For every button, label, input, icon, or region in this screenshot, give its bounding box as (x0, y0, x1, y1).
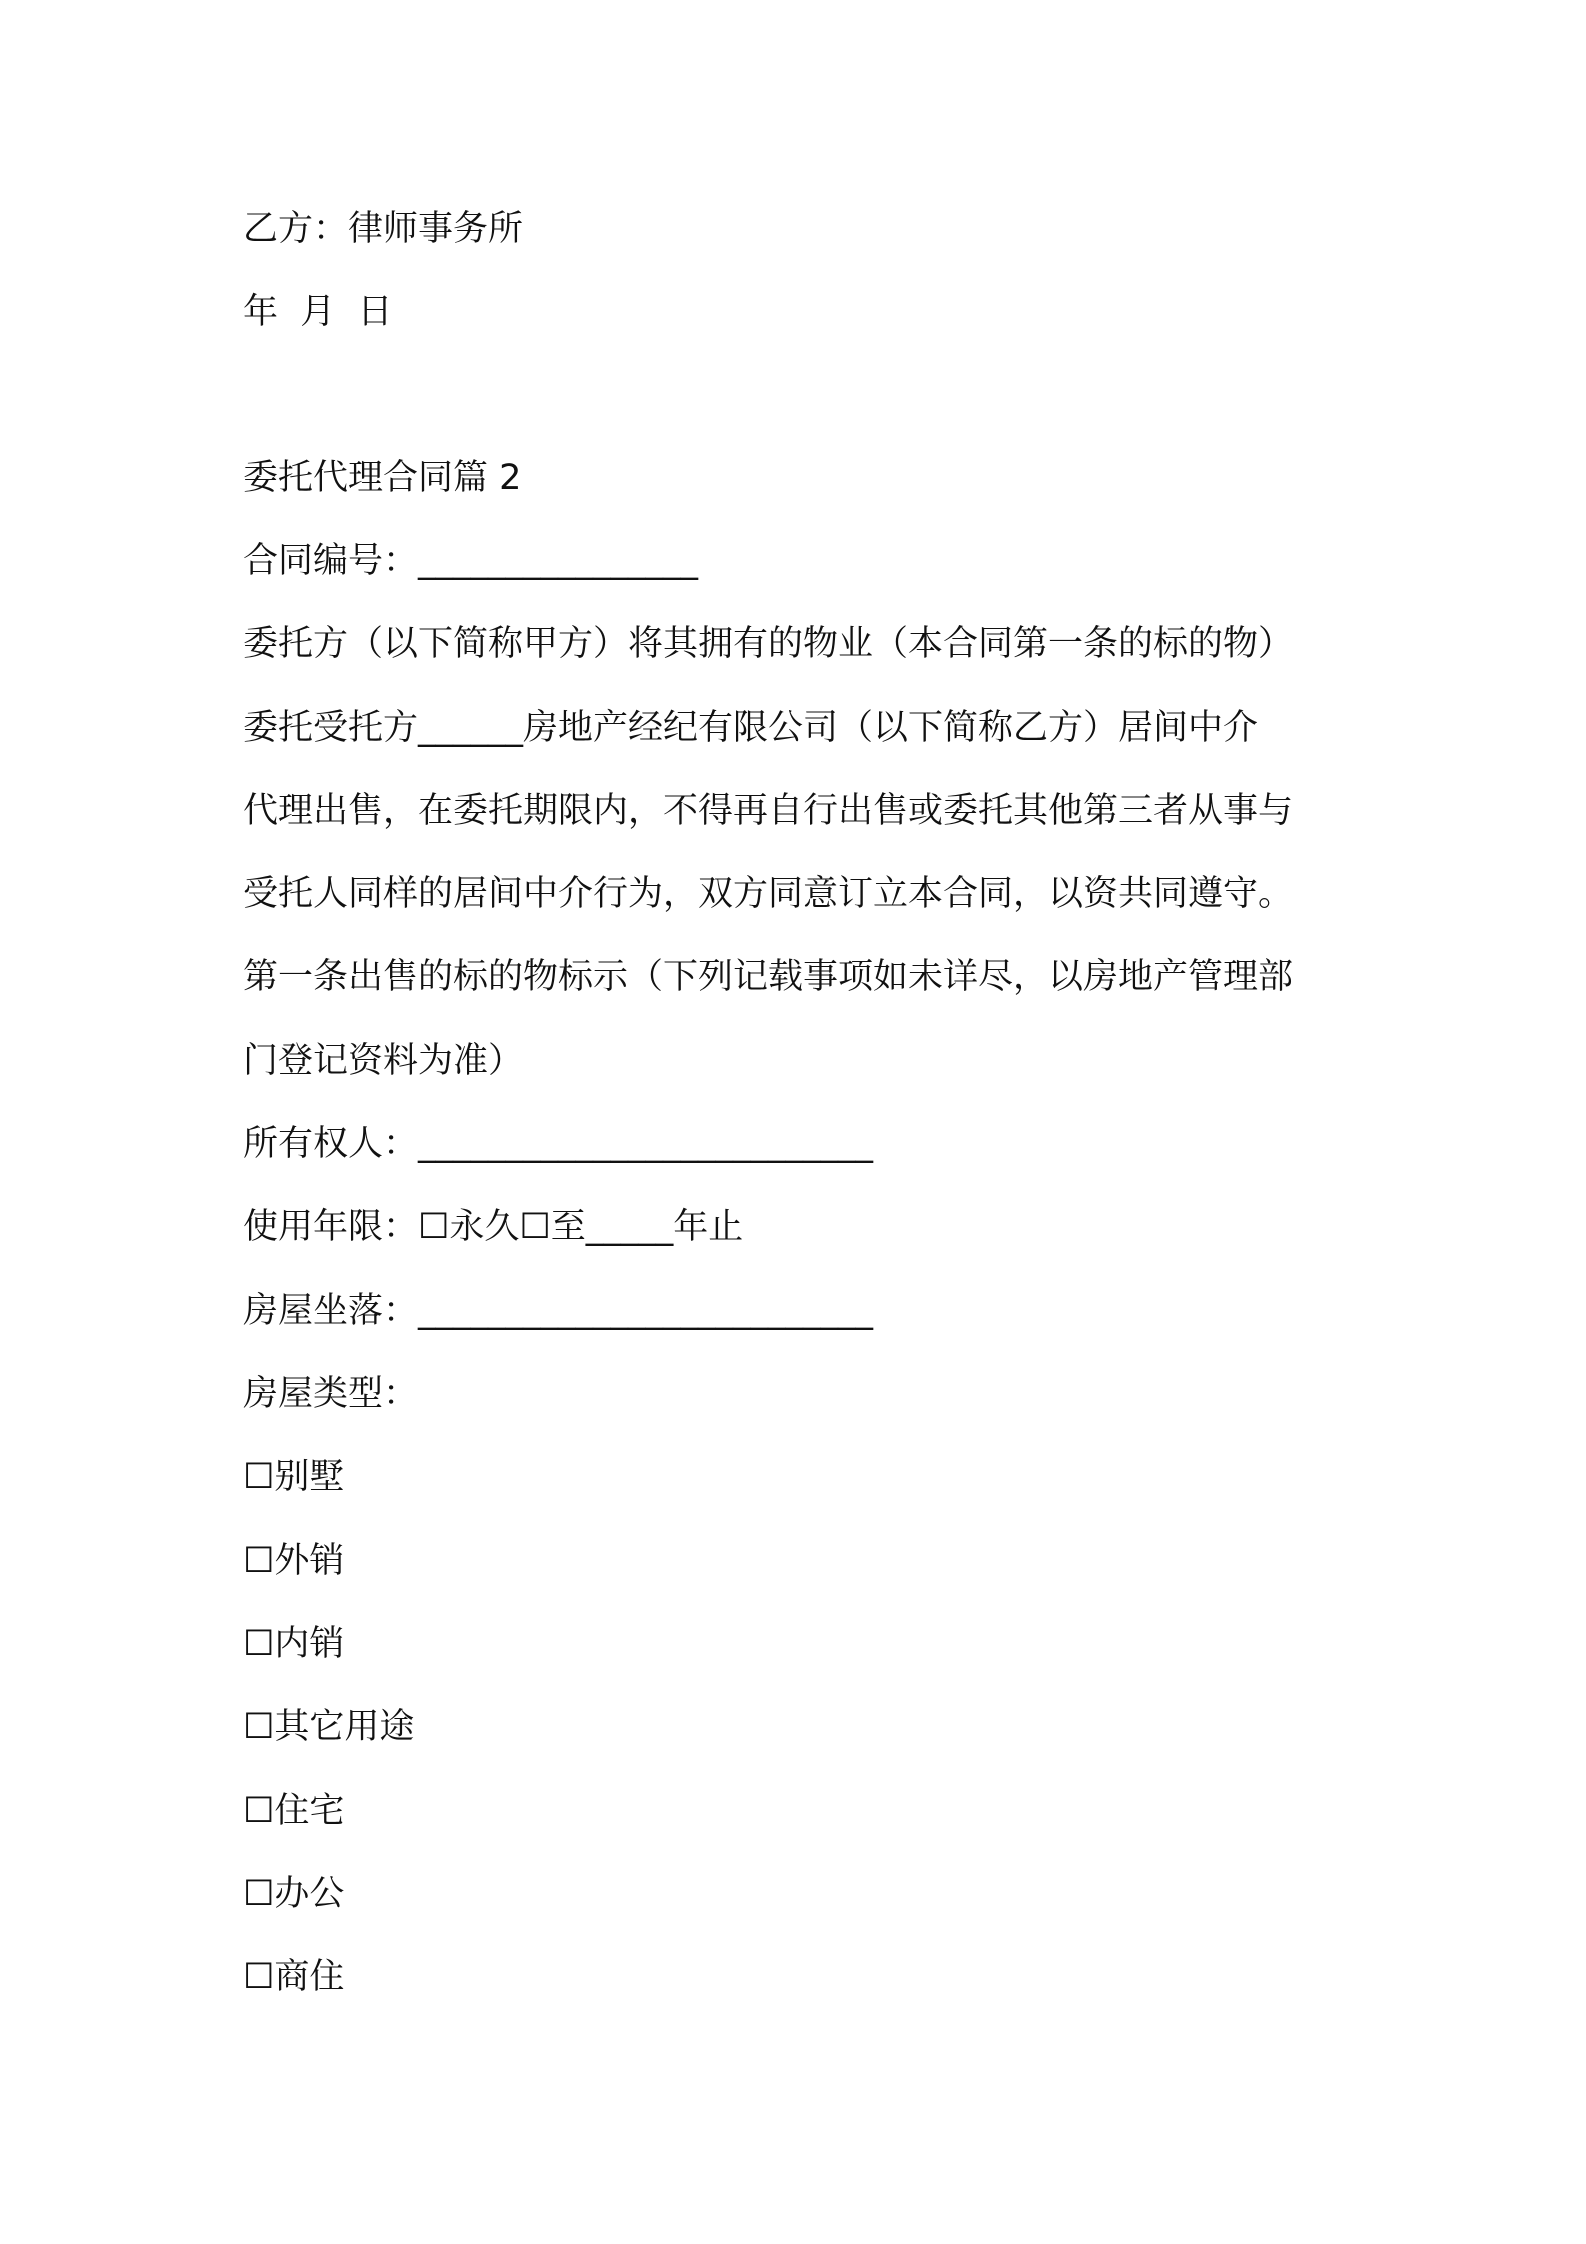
article-line: 第一条出售的标的物标示（下列记载事项如未详尽，以房地产管理部 (243, 957, 1294, 997)
section-title: 委托代理合同篇 2 (243, 458, 522, 498)
contract-number-line: 合同编号：________________ (243, 541, 699, 581)
type-option: ☐外销 (243, 1541, 345, 1581)
owner-field: 所有权人：__________________________ (243, 1124, 874, 1164)
term-field: 使用年限：☐永久☐至_____年止 (243, 1207, 744, 1247)
paragraph-line: 代理出售，在委托期限内，不得再自行出售或委托其他第三者从事与 (243, 791, 1294, 831)
paragraph-line: 委托受托方______房地产经纪有限公司（以下简称乙方）居间中介 (243, 708, 1259, 748)
type-option: ☐商住 (243, 1957, 345, 1997)
party-b-line: 乙方：律师事务所 (243, 209, 524, 249)
type-option: ☐内销 (243, 1624, 345, 1664)
date-line: 年 月 日 (243, 292, 393, 332)
type-option: ☐住宅 (243, 1791, 345, 1831)
type-option: ☐办公 (243, 1874, 345, 1914)
type-option: ☐别墅 (243, 1457, 345, 1497)
paragraph-line: 受托人同样的居间中介行为，双方同意订立本合同，以资共同遵守。 (243, 874, 1294, 914)
type-option: ☐其它用途 (243, 1707, 415, 1747)
article-line: 门登记资料为准） (243, 1041, 524, 1081)
paragraph-line: 委托方（以下简称甲方）将其拥有的物业（本合同第一条的标的物） (243, 624, 1294, 664)
location-field: 房屋坐落：__________________________ (243, 1291, 874, 1331)
type-label: 房屋类型： (243, 1374, 419, 1414)
